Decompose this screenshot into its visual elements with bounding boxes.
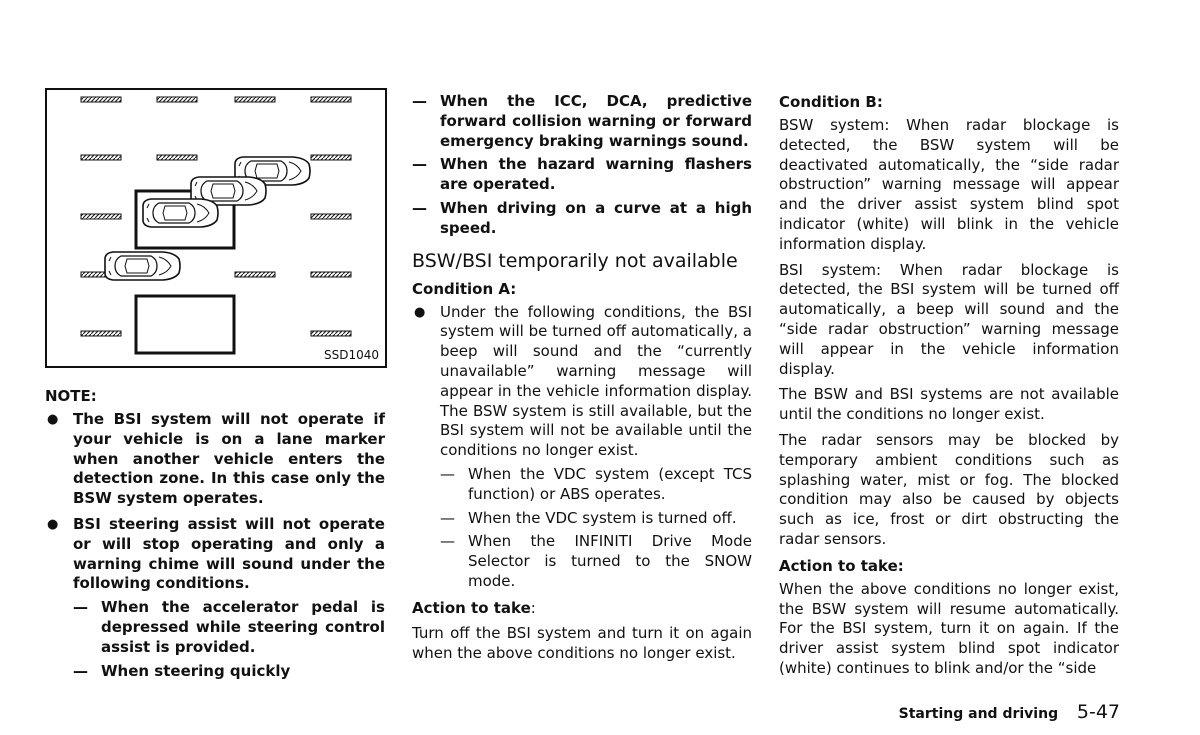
figure-caption: SSD1040 — [323, 348, 379, 362]
figure-lane-diagram — [45, 88, 387, 368]
dash-icon: — — [73, 661, 88, 680]
list-item-text: Under the following conditions, the BSI system will be turned off automatically, a beep will sound and the “currently unavailable” warning message will appear in the vehicle information display. The BSW system is still available, but the BSI system will not be available until the conditions no longer exist. — [440, 302, 752, 460]
section-title: BSW/BSI temporarily not available — [412, 249, 738, 272]
column-left — [45, 88, 385, 687]
condition-a-list — [412, 303, 752, 592]
sub-list-item-text: When steering quickly — [101, 661, 291, 680]
dash-icon: — — [412, 92, 427, 110]
list-item-text: BSI steering assist will not operate or will stop operating and only a warning chime will sound under the following conditions. — [73, 514, 385, 593]
column-right — [779, 92, 1119, 685]
dash-icon: — — [412, 155, 427, 174]
car-icon — [105, 252, 180, 280]
page-number: 5-47 — [1076, 701, 1120, 723]
paragraph-availability: The BSW and BSI systems are not available until the conditions no longer exist. — [779, 385, 1119, 424]
sub-list-item-text: When driving on a curve at a high speed. — [440, 198, 752, 237]
paragraph-bsw-system: BSW system: When radar blockage is detected, the BSW system will be deactivated automatically, the “side radar obstruction” warning message will appear and the driver assist system blind spot indicator (white) will blink in the vehicle information display. — [779, 116, 1119, 253]
sub-list-item — [440, 532, 752, 591]
sub-list-item-text: When the VDC system (except TCS function) or ABS operates. — [468, 464, 752, 503]
footer-section-name: Starting and driving — [898, 706, 1059, 722]
list-item — [45, 515, 385, 681]
sub-list — [73, 598, 385, 681]
page-footer — [880, 701, 1120, 723]
list-item — [412, 303, 752, 592]
action-text: Turn off the BSI system and turn it on again when the above conditions no longer exist. — [412, 623, 752, 662]
list-item — [45, 410, 385, 509]
sub-list-item — [73, 598, 385, 657]
sub-list-item-text: When the ICC, DCA, predictive forward collision warning or forward emergency braking warnings sound. — [440, 92, 752, 150]
bullet-icon: ● — [47, 412, 59, 427]
paragraph-resume: When the above conditions no longer exist, the BSW system will resume automatically. For the BSI system, turn it on again. If the driver assist system blind spot indicator (white) continues to blink and/or the “side — [779, 579, 1119, 677]
sub-list-item-text: When the hazard warning flashers are operated. — [440, 155, 752, 194]
bullet-icon: ● — [47, 516, 59, 532]
dash-icon: — — [440, 508, 455, 527]
paragraph-bsi-system: BSI system: When radar blockage is detected, the BSI system will be turned off automatically, a beep will sound and the “side radar obstruction” warning message will appear in the vehicle information display. — [779, 260, 1119, 378]
detection-zone-lower — [136, 296, 234, 353]
dash-icon: — — [412, 198, 427, 217]
bullet-icon: ● — [414, 304, 426, 320]
condition-b-heading: Condition B: — [779, 93, 883, 111]
sub-list-item-text: When the VDC system is turned off. — [468, 508, 737, 527]
note-heading: NOTE: — [45, 387, 97, 405]
sub-list-item — [412, 155, 752, 195]
action-heading — [412, 598, 752, 618]
sub-list — [440, 465, 752, 592]
sub-list-item-text: When the INFINITI Drive Mode Selector is turned to the SNOW mode. — [468, 532, 752, 590]
sub-list-item — [412, 92, 752, 151]
sub-list-item — [412, 199, 752, 239]
list-item-text: The BSI system will not operate if your vehicle is on a lane marker when another vehicle enters the detection zone. In this case only the BSW system operates. — [73, 410, 385, 508]
action-heading-colon: : — [530, 598, 536, 617]
sub-list-item — [73, 662, 385, 682]
dash-icon: — — [440, 464, 455, 483]
sub-list-item-text: When the accelerator pedal is depressed while steering control assist is provided. — [101, 598, 385, 656]
action-heading-text: Action to take — [412, 598, 531, 617]
car-icon — [143, 199, 218, 227]
action-heading: Action to take: — [779, 556, 904, 575]
dash-icon: — — [73, 598, 88, 617]
lane-diagram-illustration — [47, 90, 385, 366]
condition-a-heading: Condition A: — [412, 279, 517, 298]
sub-list-item — [440, 509, 752, 529]
note-list — [45, 410, 385, 681]
dash-icon: — — [440, 532, 455, 551]
paragraph-radar-blocked: The radar sensors may be blocked by temporary ambient conditions such as splashing water, mist or fog. The blocked condition may also be caused by objects such as ice, frost or dirt obstructing the radar sensors. — [779, 430, 1119, 548]
sub-list-item — [440, 465, 752, 505]
continued-sub-list — [412, 92, 752, 239]
column-middle — [412, 92, 752, 669]
